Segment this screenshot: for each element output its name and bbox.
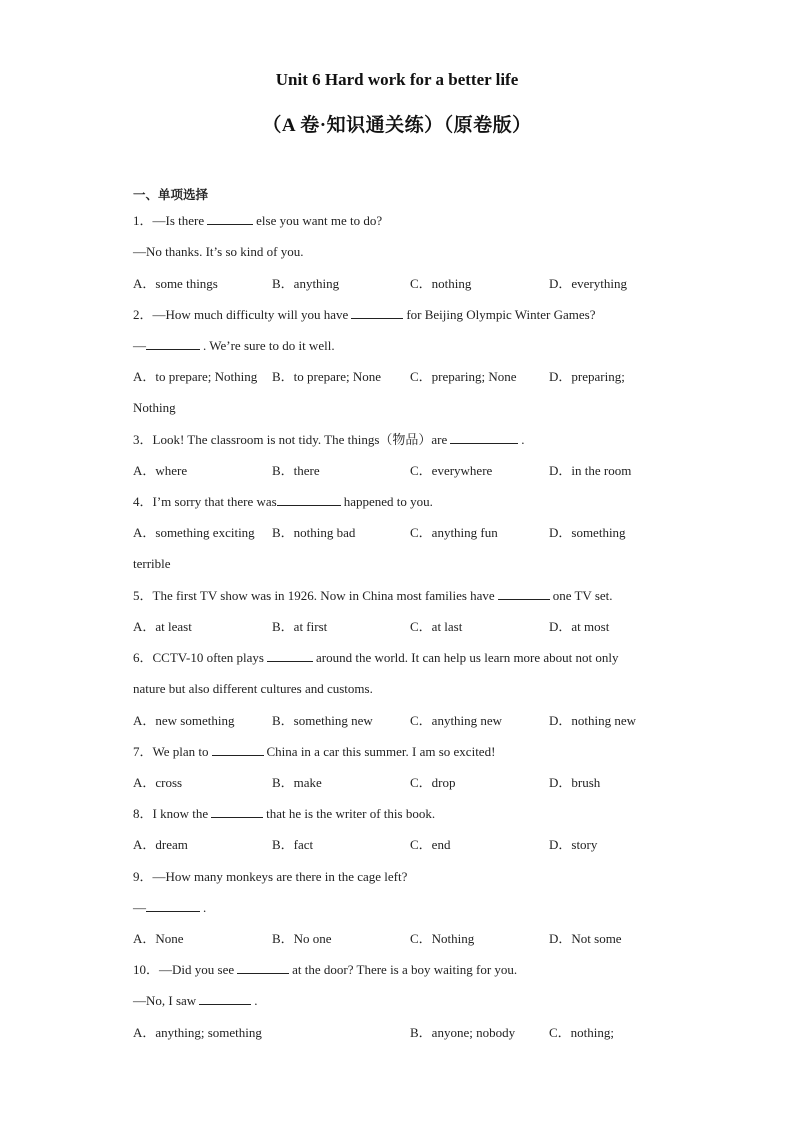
- question-10-reply: —No, I saw .: [133, 993, 258, 1008]
- page-title: Unit 6 Hard work for a better life: [275, 70, 519, 89]
- section-heading: 一、单项选择: [133, 187, 209, 202]
- question-6-stem-continued: nature but also different cultures and customs.: [133, 681, 373, 696]
- option-b[interactable]: B．make: [272, 775, 322, 790]
- option-a[interactable]: A．something exciting: [133, 525, 255, 540]
- question-9-stem: 9．—How many monkeys are there in the cage left?: [133, 869, 408, 884]
- option-c[interactable]: C．nothing: [410, 276, 472, 291]
- answer-blank: [211, 805, 263, 818]
- answer-blank: [351, 306, 403, 319]
- question-10-options: [133, 1024, 673, 1042]
- option-c[interactable]: C．everywhere: [410, 463, 493, 478]
- option-c[interactable]: C．anything new: [410, 713, 503, 728]
- question-2-reply: — . We’re sure to do it well.: [133, 338, 335, 353]
- option-b[interactable]: B．No one: [272, 931, 332, 946]
- question-9-reply: — .: [133, 900, 207, 915]
- question-3-options: [133, 462, 673, 480]
- option-a[interactable]: A．None: [133, 931, 184, 946]
- option-a[interactable]: A．to prepare; Nothing: [133, 369, 258, 384]
- option-c[interactable]: C．nothing;: [549, 1025, 615, 1040]
- option-d[interactable]: D．at most: [549, 619, 610, 634]
- option-c[interactable]: C．preparing; None: [410, 369, 517, 384]
- question-7-stem: 7．We plan to China in a car this summer. I am so excited!: [133, 744, 496, 759]
- answer-blank: [450, 431, 518, 444]
- option-d-continued: terrible: [133, 556, 171, 571]
- question-7-options: [133, 774, 673, 792]
- question-3-stem: 3．Look! The classroom is not tidy. The things（物品）are .: [133, 432, 525, 447]
- option-d[interactable]: D．everything: [549, 276, 627, 291]
- option-b[interactable]: B．something new: [272, 713, 373, 728]
- option-d[interactable]: D．in the room: [549, 463, 632, 478]
- question-8-stem: 8．I know the that he is the writer of this book.: [133, 806, 436, 821]
- question-6-stem: 6．CCTV-10 often plays around the world. It can help us learn more about not only: [133, 650, 619, 665]
- option-d[interactable]: D．nothing new: [549, 713, 637, 728]
- option-d[interactable]: D．brush: [549, 775, 601, 790]
- option-b[interactable]: B．anyone; nobody: [410, 1025, 516, 1040]
- question-4-options: [133, 524, 673, 542]
- question-4-stem: 4．I’m sorry that there was happened to you.: [133, 494, 433, 509]
- question-1-options: [133, 275, 673, 293]
- option-c[interactable]: C．drop: [410, 775, 456, 790]
- option-b[interactable]: B．there: [272, 463, 320, 478]
- answer-blank: [207, 212, 253, 225]
- option-b[interactable]: B．nothing bad: [272, 525, 356, 540]
- option-d[interactable]: D．something: [549, 525, 626, 540]
- question-10-stem: 10．—Did you see at the door? There is a boy waiting for you.: [133, 962, 518, 977]
- option-a[interactable]: A．cross: [133, 775, 183, 790]
- option-c[interactable]: C．Nothing: [410, 931, 475, 946]
- option-b[interactable]: B．to prepare; None: [272, 369, 382, 384]
- answer-blank: [146, 337, 200, 350]
- option-b[interactable]: B．at first: [272, 619, 328, 634]
- option-d[interactable]: D．preparing;: [549, 369, 625, 384]
- question-6-options: [133, 712, 673, 730]
- answer-blank: [277, 493, 341, 506]
- question-1-reply: —No thanks. It’s so kind of you.: [133, 244, 304, 259]
- option-a[interactable]: A．dream: [133, 837, 188, 852]
- answer-blank: [199, 992, 251, 1005]
- question-9-options: [133, 930, 673, 948]
- option-c[interactable]: C．at last: [410, 619, 463, 634]
- option-a[interactable]: A．some things: [133, 276, 218, 291]
- answer-blank: [267, 649, 313, 662]
- option-a[interactable]: A．where: [133, 463, 188, 478]
- answer-blank: [237, 961, 289, 974]
- question-5-options: [133, 618, 673, 636]
- option-b[interactable]: B．anything: [272, 276, 340, 291]
- answer-blank: [146, 899, 200, 912]
- option-c[interactable]: C．end: [410, 837, 451, 852]
- question-8-options: [133, 836, 673, 854]
- question-2-stem: 2．—How much difficulty will you have for Beijing Olympic Winter Games?: [133, 307, 596, 322]
- answer-blank: [498, 587, 550, 600]
- option-a[interactable]: A．anything; something: [133, 1025, 262, 1040]
- page-subtitle: （A 卷·知识通关练）（原卷版）: [262, 115, 532, 136]
- option-d-continued: Nothing: [133, 400, 176, 415]
- option-d[interactable]: D．Not some: [549, 931, 622, 946]
- option-a[interactable]: A．new something: [133, 713, 235, 728]
- option-b[interactable]: B．fact: [272, 837, 314, 852]
- question-2-options: [133, 368, 673, 386]
- question-5-stem: 5．The first TV show was in 1926. Now in China most families have one TV set.: [133, 588, 613, 603]
- option-c[interactable]: C．anything fun: [410, 525, 498, 540]
- option-a[interactable]: A．at least: [133, 619, 192, 634]
- question-1-stem: 1．—Is there else you want me to do?: [133, 213, 383, 228]
- option-d[interactable]: D．story: [549, 837, 598, 852]
- answer-blank: [212, 743, 264, 756]
